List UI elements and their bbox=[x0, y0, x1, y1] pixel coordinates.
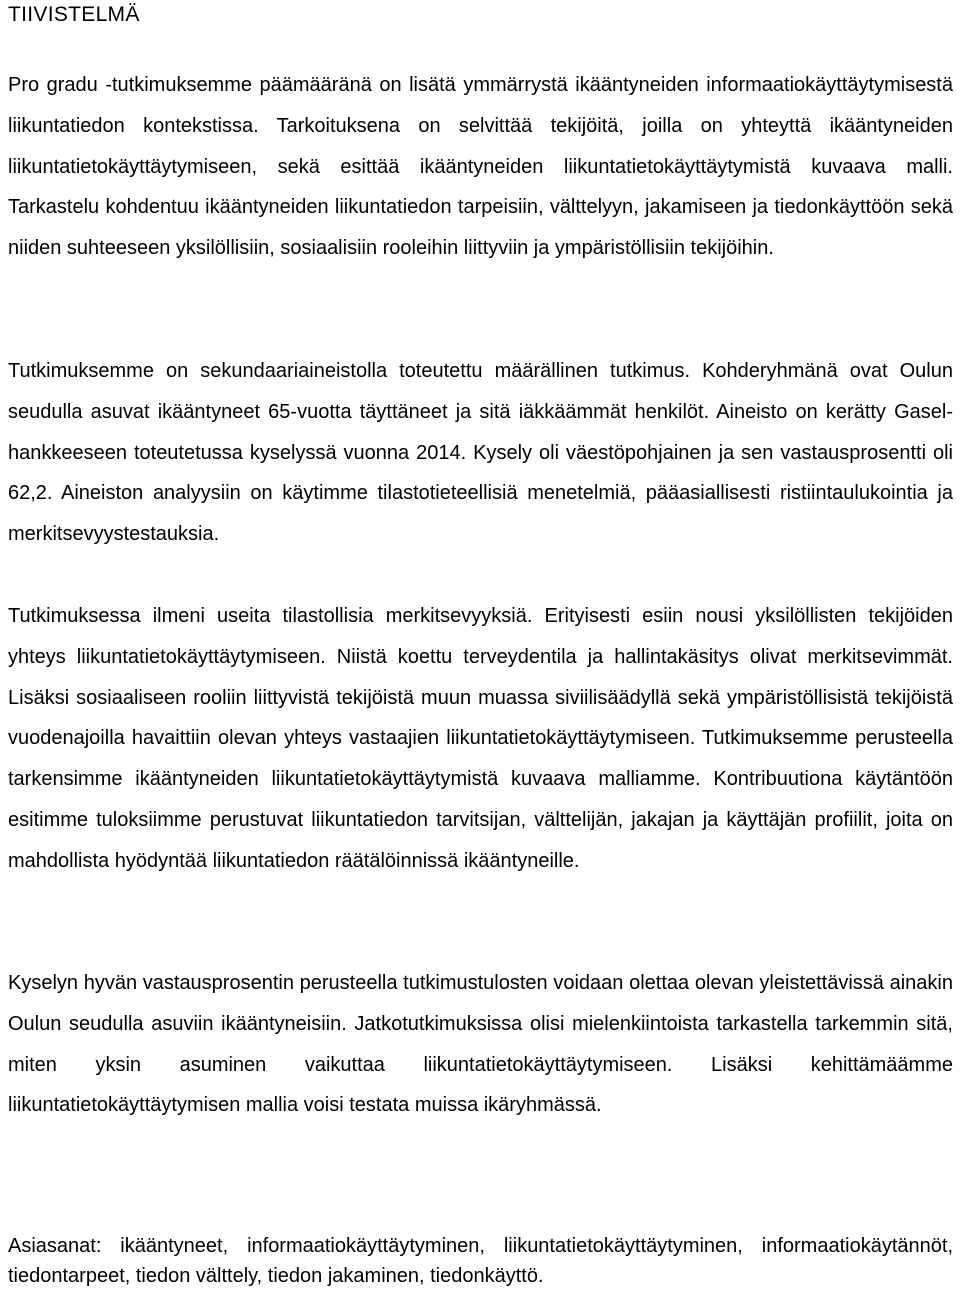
keywords: Asiasanat: ikääntyneet, informaatiokäyttäytyminen, liikuntatietokäyttäytyminen, informaatiokäytännöt, tiedontarpeet, tiedon välttely, tiedon jakaminen, tiedonkäyttö. bbox=[8, 1235, 953, 1287]
paragraph-conclusions: Kyselyn hyvän vastausprosentin perusteella tutkimustulosten voidaan olettaa olevan yleistettävissä ainakin Oulun seudulla asuviin ikääntyneisiin. Jatkotutkimuksissa olisi mielenkiintoista tarkastella tarkemmin sitä, miten yksin asuminen vaikuttaa liikuntatietokäyttäytymiseen. Lisäksi kehittämäämme liikuntatietokäyttäytymisen mallia voisi testata muissa ikäryhmässä. bbox=[8, 972, 953, 1117]
paragraph-aims: Pro gradu -tutkimuksemme päämääränä on lisätä ymmärrystä ikääntyneiden informaatiokäyttäytymisestä liikuntatiedon kontekstissa. Tarkoituksena on selvittää tekijöitä, joilla on yhteyttä ikääntyneiden liikuntatietokäyttäytymiseen, sekä esittää ikääntyneiden liikuntatietokäyttäytymistä kuvaava malli. Tarkastelu kohdentuu ikääntyneiden liikuntatiedon tarpeisiin, välttelyyn, jakamiseen ja tiedonkäyttöön sekä niiden suhteeseen yksilöllisiin, sosiaalisiin rooleihin liittyviin ja ympäristöllisiin tekijöihin. bbox=[8, 74, 953, 260]
abstract-heading: TIIVISTELMÄ bbox=[8, 3, 140, 26]
paragraph-methods: Tutkimuksemme on sekundaariaineistolla toteutettu määrällinen tutkimus. Kohderyhmänä ovat Oulun seudulla asuvat ikääntyneet 65-vuotta täyttäneet ja sitä iäkkäämmät henkilöt. Aineisto on kerätty Gasel-hankkeeseen toteutetussa kyselyssä vuonna 2014. Kysely oli väestöpohjainen ja sen vastausprosentti oli 62,2. Aineiston analyysiin on käytimme tilastotieteellisiä menetelmiä, pääasiallisesti ristiintaulukointia ja merkitsevyystestauksia. bbox=[8, 360, 953, 546]
paragraph-results: Tutkimuksessa ilmeni useita tilastollisia merkitsevyyksiä. Erityisesti esiin nousi yksilöllisten tekijöiden yhteys liikuntatietokäyttäytymiseen. Niistä koettu terveydentila ja hallintakäsitys olivat merkitsevimmät. Lisäksi sosiaaliseen rooliin liittyvistä tekijöistä muun muassa siviilisäädyllä sekä ympäristöllisistä tekijöistä vuodenajoilla havaittiin olevan yhteys vastaajien liikuntatietokäyttäytymiseen. Tutkimuksemme perusteella tarkensimme ikääntyneiden liikuntatietokäyttäytymistä kuvaava malliamme. Kontribuutiona käytäntöön esitimme tuloksiimme perustuvat liikuntatiedon tarvitsijan, välttelijän, jakajan ja käyttäjän profiilit, joita on mahdollista hyödyntää liikuntatiedon räätälöinnissä ikääntyneille. bbox=[8, 605, 953, 872]
